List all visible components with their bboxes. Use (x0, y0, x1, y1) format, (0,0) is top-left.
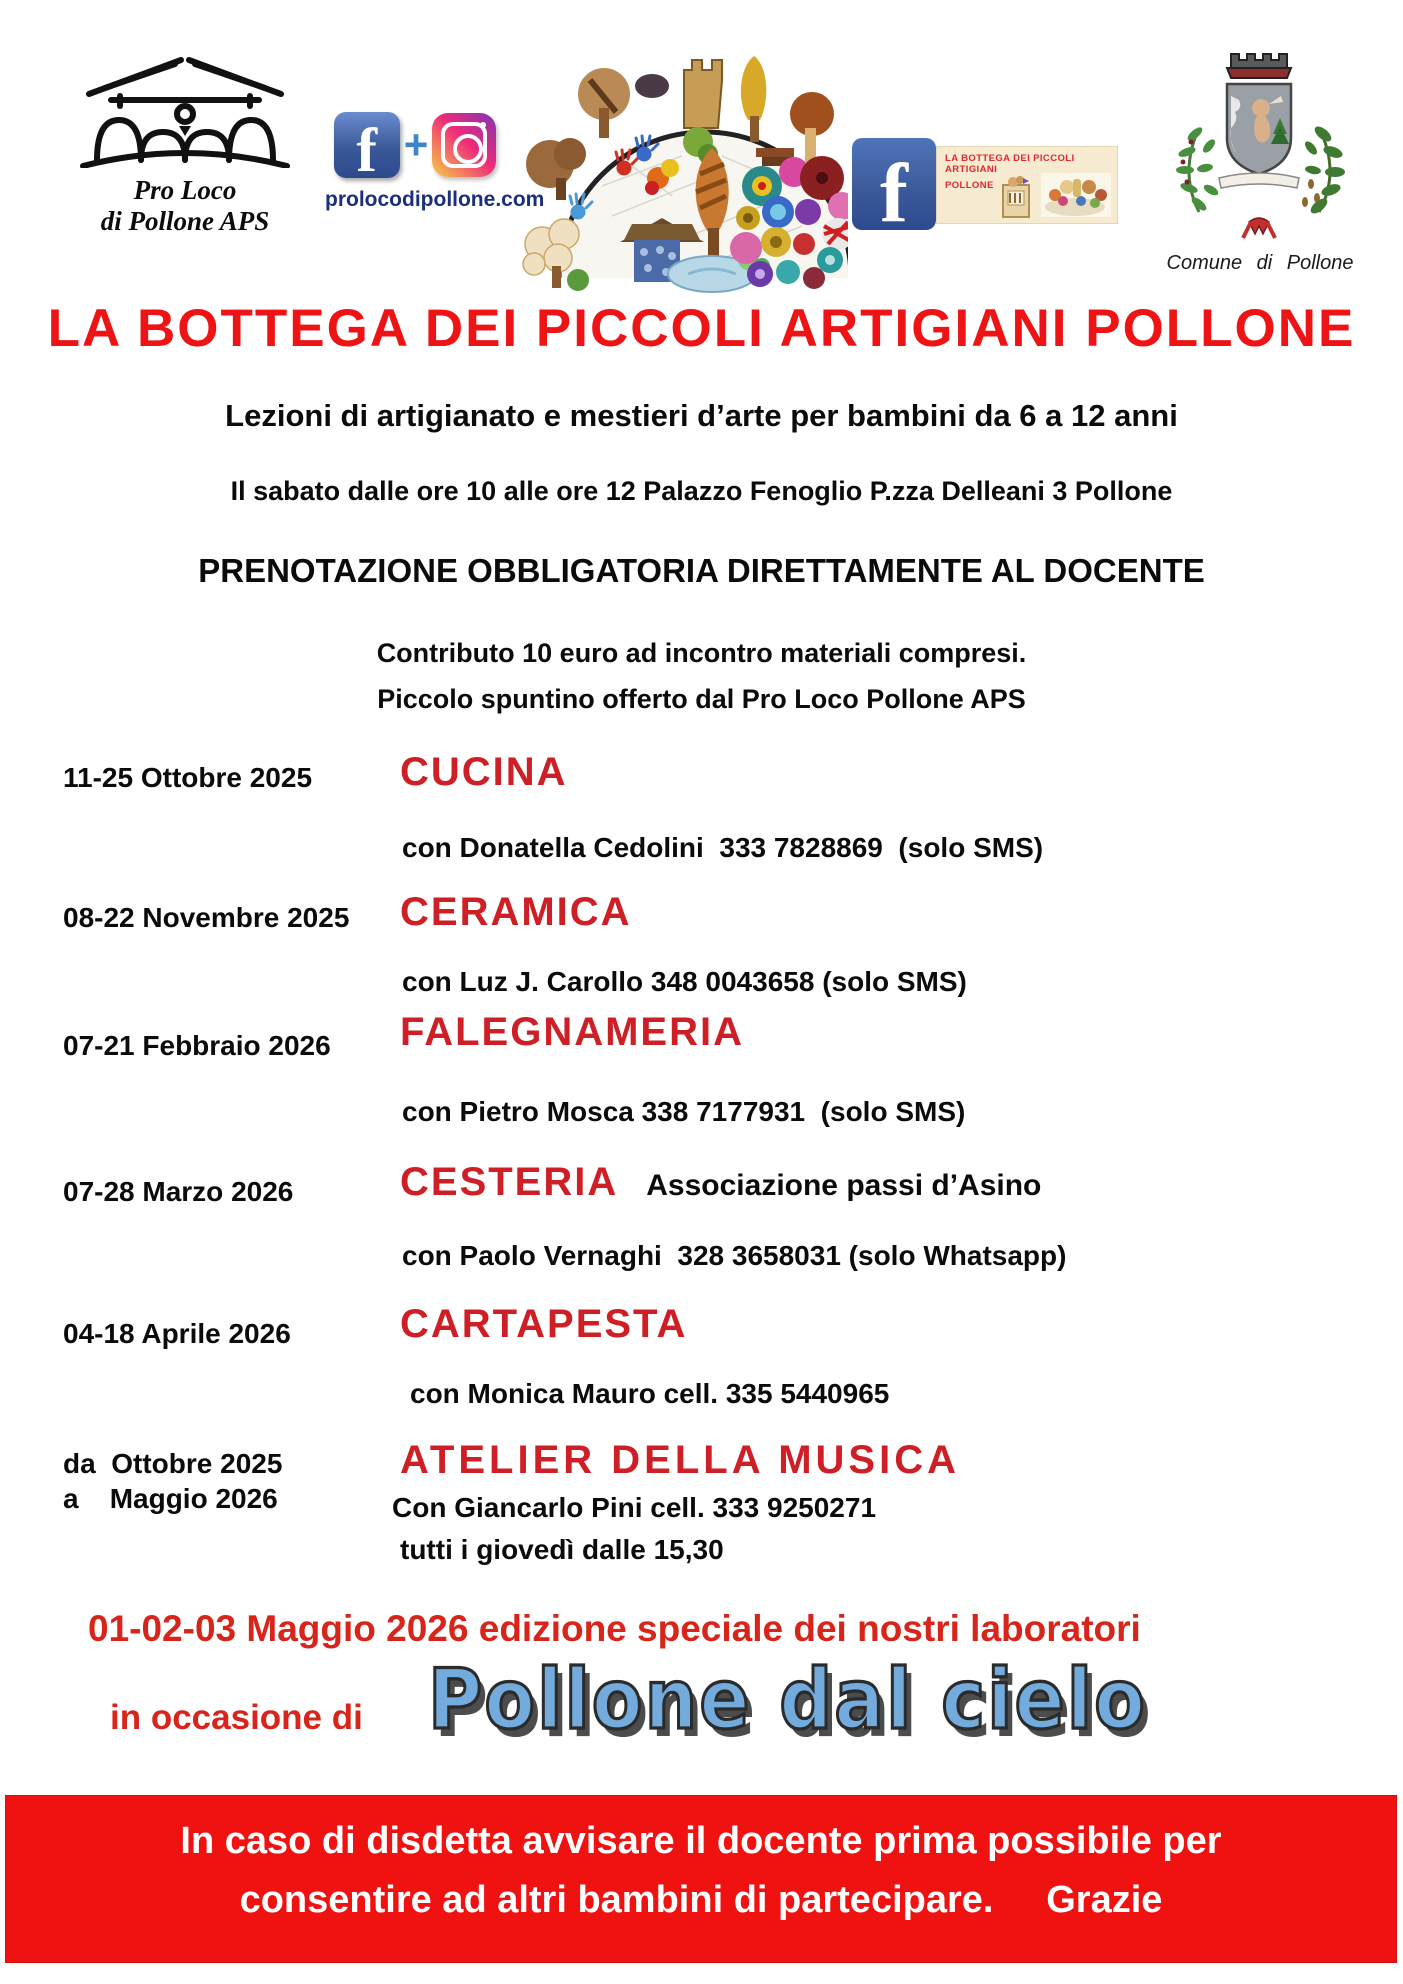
page-title: LA BOTTEGA DEI PICCOLI ARTIGIANI POLLONE (47, 299, 1356, 358)
cancellation-notice-line1: In caso di disdetta avvisare il docente prima possibile per (180, 1820, 1222, 1862)
course-date-falegnameria: 07-21 Febbraio 2026 (63, 1030, 331, 1061)
proloco-name-line2: di Pollone APS (100, 206, 270, 237)
booking-info-line: PRENOTAZIONE OBBLIGATORIA DIRETTAMENTE AL DOCENTE (198, 552, 1205, 589)
course-name-atelier: ATELIER DELLA MUSICA (400, 1438, 960, 1482)
course-name-falegnameria: FALEGNAMERIA (400, 1010, 744, 1054)
special-edition-line: 01-02-03 Maggio 2026 edizione speciale dei nostri laboratori (88, 1608, 1141, 1649)
course-detail-ceramica: con Luz J. Carollo 348 0043658 (solo SMS) (402, 966, 967, 997)
course-detail-cesteria: con Paolo Vernaghi 328 3658031 (solo Whatsapp) (402, 1240, 1067, 1271)
cancellation-notice-line2: consentire ad altri bambini di partecipare. Grazie (239, 1879, 1163, 1921)
proloco-logo (70, 48, 300, 237)
facebook-page-preview (936, 146, 1118, 224)
social-url[interactable]: prolocodipollone.com (325, 188, 545, 211)
course-date-atelier-from: da Ottobre 2025 (63, 1448, 283, 1479)
course-detail-atelier-1: Con Giancarlo Pini cell. 333 9250271 (392, 1492, 877, 1523)
facebook-page-banner[interactable] (852, 138, 1118, 230)
proloco-arches-icon (75, 48, 295, 168)
course-date-cucina: 11-25 Ottobre 2025 (63, 762, 313, 793)
course-name-cucina: CUCINA (400, 750, 568, 794)
craft-collage-illustration (512, 36, 848, 299)
course-name-cartapesta: CARTAPESTA (400, 1302, 688, 1346)
facebook-page-title-line1: LA BOTTEGA DEI PICCOLI ARTIGIANI (945, 153, 1075, 175)
course-detail-falegnameria: con Pietro Mosca 338 7177931 (solo SMS) (402, 1096, 966, 1127)
instagram-icon[interactable] (432, 113, 496, 177)
course-detail-atelier-2: tutti i giovedì dalle 15,30 (400, 1534, 724, 1565)
facebook-page-title-line2: POLLONE (945, 180, 994, 191)
schedule-info-line: Il sabato dalle ore 10 alle ore 12 Palazzo Fenoglio P.zza Delleani 3 Pollone (230, 476, 1173, 506)
course-detail-cartapesta: con Monica Mauro cell. 335 5440965 (410, 1378, 890, 1409)
page-subtitle: Lezioni di artigianato e mestieri d’arte per bambini da 6 a 12 anni (225, 398, 1178, 433)
cancellation-notice-banner (5, 1795, 1397, 1963)
proloco-name-line1: Pro Loco (133, 175, 237, 205)
special-occasion-prefix: in occasione di (110, 1698, 363, 1737)
comune-crest (1160, 42, 1360, 275)
comune-coat-of-arms-icon (1165, 42, 1355, 247)
contribution-line1: Contributo 10 euro ad incontro materiali compresi. (376, 638, 1027, 668)
contribution-line2: Piccolo spuntino offerto dal Pro Loco Pollone APS (377, 684, 1026, 714)
comune-caption: Comune di Pollone (1166, 252, 1354, 274)
course-date-atelier-to: a Maggio 2026 (63, 1483, 278, 1514)
course-name-ceramica: CERAMICA (400, 890, 632, 934)
facebook-icon[interactable]: f (334, 112, 400, 178)
facebook-square-icon[interactable]: f (852, 138, 936, 230)
course-date-cesteria: 07-28 Marzo 2026 (63, 1176, 294, 1207)
course-name-cesteria (400, 1160, 1041, 1205)
course-date-ceramica: 08-22 Novembre 2025 (63, 902, 350, 933)
social-links (325, 112, 545, 212)
puppets-image (1041, 173, 1111, 217)
course-association-label: Associazione passi d’Asino (646, 1169, 1042, 1202)
course-date-cartapesta: 04-18 Aprile 2026 (63, 1318, 291, 1349)
puppet-theater-image (999, 175, 1033, 219)
plus-sign: + (403, 121, 429, 168)
course-name-cesteria-label: CESTERIA (400, 1160, 619, 1204)
course-detail-cucina: con Donatella Cedolini 333 7828869 (solo SMS) (402, 832, 1044, 863)
pollone-dal-cielo-logo: Pollone dal cielo (428, 1652, 1147, 1749)
